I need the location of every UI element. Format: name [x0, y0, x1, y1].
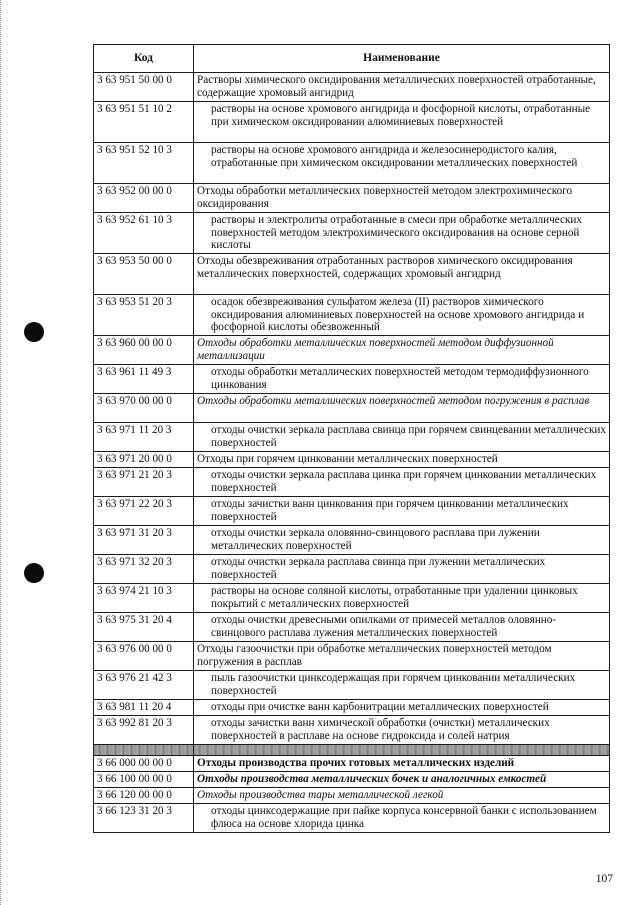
name-cell: Отходы производства металлических бочек и аналогичных емкостей [194, 772, 610, 788]
name-cell: Отходы газоочистки при обработке металлических поверхностей методом погружения в расплав [194, 642, 610, 671]
table-row [94, 73, 610, 102]
code-cell: 3 63 952 61 10 3 [94, 213, 194, 254]
name-cell: отходы очистки зеркала расплава свинца при горячем свинцевании металлических поверхностей [194, 423, 610, 452]
table-row [94, 642, 610, 671]
table-row [94, 788, 610, 804]
code-cell: 3 63 953 51 20 3 [94, 295, 194, 336]
code-cell: 3 63 975 31 20 4 [94, 613, 194, 642]
table-row [94, 716, 610, 745]
name-cell: отходы очистки зеркала расплава цинка при горячем цинковании металлических поверхностей [194, 468, 610, 497]
name-cell: отходы зачистки ванн химической обработки (очистки) металлических поверхностей в расплаве на основе гидроксида и солей натрия [194, 716, 610, 745]
table-row [94, 102, 610, 143]
code-cell: 3 63 971 20 00 0 [94, 452, 194, 468]
name-cell: отходы очистки зеркала расплава свинца при лужении металлических поверхностей [194, 555, 610, 584]
name-cell [194, 745, 610, 756]
name-cell: осадок обезвреживания сульфатом железа (II) растворов химического оксидирования алюминиевых поверхностей на основе хромового ангидрида и фосфорной кислоты обезвоженный [194, 295, 610, 336]
page-edge [0, 0, 3, 905]
table-row [94, 526, 610, 555]
code-cell: 3 63 953 50 00 0 [94, 254, 194, 295]
table-row [94, 365, 610, 394]
code-cell: 3 63 981 11 20 4 [94, 700, 194, 716]
code-cell [94, 745, 194, 756]
name-cell: Отходы производства прочих готовых металлических изделий [194, 756, 610, 772]
code-cell: 3 63 971 31 20 3 [94, 526, 194, 555]
table-row [94, 613, 610, 642]
table-row [94, 423, 610, 452]
name-cell: отходы очистки древесными опилками от примесей металлов оловянно-свинцового расплава лужения металлических поверхностей [194, 613, 610, 642]
page-number: 107 [595, 873, 613, 885]
code-cell: 3 63 951 50 00 0 [94, 73, 194, 102]
name-cell: Отходы обработки металлических поверхностей методом электрохимического оксидирования [194, 184, 610, 213]
table-row-band [94, 745, 610, 756]
code-cell: 3 63 976 00 00 0 [94, 642, 194, 671]
code-cell: 3 63 960 00 00 0 [94, 336, 194, 365]
name-cell: отходы обработки металлических поверхностей методом термодиффузионного цинкования [194, 365, 610, 394]
code-cell: 3 63 952 00 00 0 [94, 184, 194, 213]
table-row [94, 555, 610, 584]
table-body [94, 73, 610, 833]
code-cell: 3 63 970 00 00 0 [94, 394, 194, 423]
table-row [94, 452, 610, 468]
code-cell: 3 63 971 11 20 3 [94, 423, 194, 452]
header-code: Код [94, 45, 194, 73]
table-row [94, 213, 610, 254]
code-cell: 3 63 951 51 10 2 [94, 102, 194, 143]
table-row [94, 143, 610, 184]
table-header-row [94, 45, 610, 73]
punch-hole-upper [24, 322, 44, 342]
table-row [94, 756, 610, 772]
name-cell: Отходы при горячем цинковании металлических поверхностей [194, 452, 610, 468]
name-cell: Отходы обработки металлических поверхностей методом погружения в расплав [194, 394, 610, 423]
table-row [94, 671, 610, 700]
name-cell: растворы на основе хромового ангидрида и фосфорной кислоты, отработанные при химическом оксидировании алюминиевых поверхностей [194, 102, 610, 143]
name-cell: отходы цинксодержащие при пайке корпуса консервной банки с использованием флюса на основе хлорида цинка [194, 804, 610, 833]
punch-hole-lower [24, 563, 44, 583]
code-cell: 3 63 992 81 20 3 [94, 716, 194, 745]
waste-classifier-table [93, 44, 610, 833]
name-cell: пыль газоочистки цинксодержащая при горячем цинковании металлических поверхностей [194, 671, 610, 700]
code-cell: 3 63 976 21 42 3 [94, 671, 194, 700]
code-cell: 3 66 100 00 00 0 [94, 772, 194, 788]
name-cell: Растворы химического оксидирования металлических поверхностей отработанные, содержащие хромовый ангидрид [194, 73, 610, 102]
table-row [94, 295, 610, 336]
name-cell: отходы при очистке ванн карбонитрации металлических поверхностей [194, 700, 610, 716]
name-cell: растворы на основе соляной кислоты, отработанные при удалении цинковых покрытий с металлических поверхностей [194, 584, 610, 613]
name-cell: отходы очистки зеркала оловянно-свинцового расплава при лужении металлических поверхностей [194, 526, 610, 555]
header-name: Наименование [194, 45, 610, 73]
table-row [94, 394, 610, 423]
table-row [94, 772, 610, 788]
table-row [94, 336, 610, 365]
table-row [94, 804, 610, 833]
table-row [94, 254, 610, 295]
code-cell: 3 63 971 21 20 3 [94, 468, 194, 497]
table-row [94, 700, 610, 716]
name-cell: Отходы обработки металлических поверхностей методом диффузионной металлизации [194, 336, 610, 365]
table-row [94, 468, 610, 497]
name-cell: Отходы обезвреживания отработанных растворов химического оксидирования металлических поверхностей, содержащих хромовый ангидрид [194, 254, 610, 295]
code-cell: 3 63 971 32 20 3 [94, 555, 194, 584]
code-cell: 3 66 123 31 20 3 [94, 804, 194, 833]
code-cell: 3 63 951 52 10 3 [94, 143, 194, 184]
name-cell: отходы зачистки ванн цинкования при горячем цинковании металлических поверхностей [194, 497, 610, 526]
code-cell: 3 66 000 00 00 0 [94, 756, 194, 772]
code-cell: 3 66 120 00 00 0 [94, 788, 194, 804]
name-cell: растворы и электролиты отработанные в смеси при обработке металлических поверхностей методом электрохимического оксидирования на основе серной кислоты [194, 213, 610, 254]
table-row [94, 584, 610, 613]
name-cell: Отходы производства тары металлической легкой [194, 788, 610, 804]
code-cell: 3 63 961 11 49 3 [94, 365, 194, 394]
table-row [94, 184, 610, 213]
name-cell: растворы на основе хромового ангидрида и железосинеродистого калия, отработанные при химическом оксидировании металлических поверхностей [194, 143, 610, 184]
code-cell: 3 63 974 21 10 3 [94, 584, 194, 613]
table-row [94, 497, 610, 526]
code-cell: 3 63 971 22 20 3 [94, 497, 194, 526]
